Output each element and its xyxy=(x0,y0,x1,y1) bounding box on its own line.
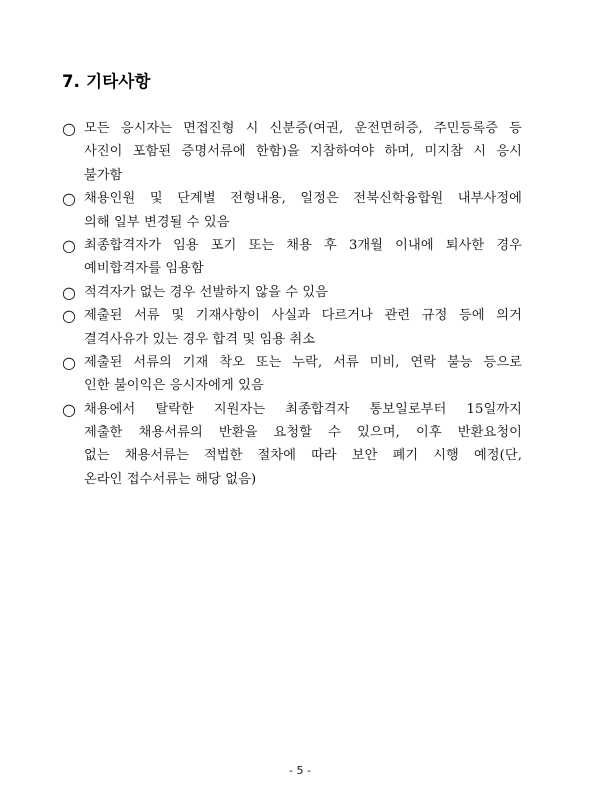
item-line: 예비합격자를 임용함 xyxy=(84,261,204,277)
item-line: 결격사유가 있는 경우 합격 및 임용 취소 xyxy=(84,331,316,347)
list-item xyxy=(62,187,522,234)
item-line: 사진이 포함된 증명서류에 한함)을 지참하여야 하며, 미지참 시 응시 xyxy=(84,144,522,160)
item-line: 적격자가 없는 경우 선발하지 않을 수 있음 xyxy=(84,284,329,300)
item-line: 온라인 접수서류는 해당 없음) xyxy=(84,471,257,487)
list-item xyxy=(62,234,522,281)
circle-bullet-icon: ○ xyxy=(62,189,76,209)
item-line: 인한 불이익은 응시자에게 있음 xyxy=(84,378,264,394)
item-line: 최종합격자가 임용 포기 또는 채용 후 3개월 이내에 퇴사한 경우 xyxy=(84,237,522,253)
item-line: 채용인원 및 단계별 전형내용, 일정은 전북신학융합원 내부사정에 xyxy=(84,191,522,207)
list-item xyxy=(62,281,522,304)
circle-bullet-icon: ○ xyxy=(62,399,76,419)
item-line: 없는 채용서류는 적법한 절차에 따라 보안 폐기 시행 예정(단, xyxy=(84,448,522,464)
section-title: 7. 기타사항 xyxy=(62,72,151,91)
page-number: - 5 - xyxy=(289,764,311,777)
item-line: 제출된 서류의 기재 착오 또는 누락, 서류 미비, 연락 불능 등으로 xyxy=(84,354,522,370)
item-line: 채용에서 탈락한 지원자는 최종합격자 통보일로부터 15일까지 xyxy=(84,401,522,417)
item-line: 제출된 서류 및 기재사항이 사실과 다르거나 관련 규정 등에 의거 xyxy=(84,308,522,324)
item-line: 제출한 채용서류의 반환을 요청할 수 있으며, 이후 반환요청이 xyxy=(84,425,522,441)
circle-bullet-icon: ○ xyxy=(62,235,76,255)
notice-list xyxy=(62,117,522,491)
circle-bullet-icon: ○ xyxy=(62,282,76,302)
circle-bullet-icon: ○ xyxy=(62,352,76,372)
circle-bullet-icon: ○ xyxy=(62,306,76,326)
item-line: 불가함 xyxy=(84,167,123,183)
circle-bullet-icon: ○ xyxy=(62,119,76,138)
list-item xyxy=(62,117,522,187)
item-line: 모든 응시자는 면접진형 시 신분증(여권, 운전면허증, 주민등록증 등 xyxy=(84,121,522,136)
item-line: 의해 일부 변경될 수 있음 xyxy=(84,214,230,230)
list-item xyxy=(62,304,522,351)
list-item xyxy=(62,398,522,492)
list-item xyxy=(62,351,522,398)
